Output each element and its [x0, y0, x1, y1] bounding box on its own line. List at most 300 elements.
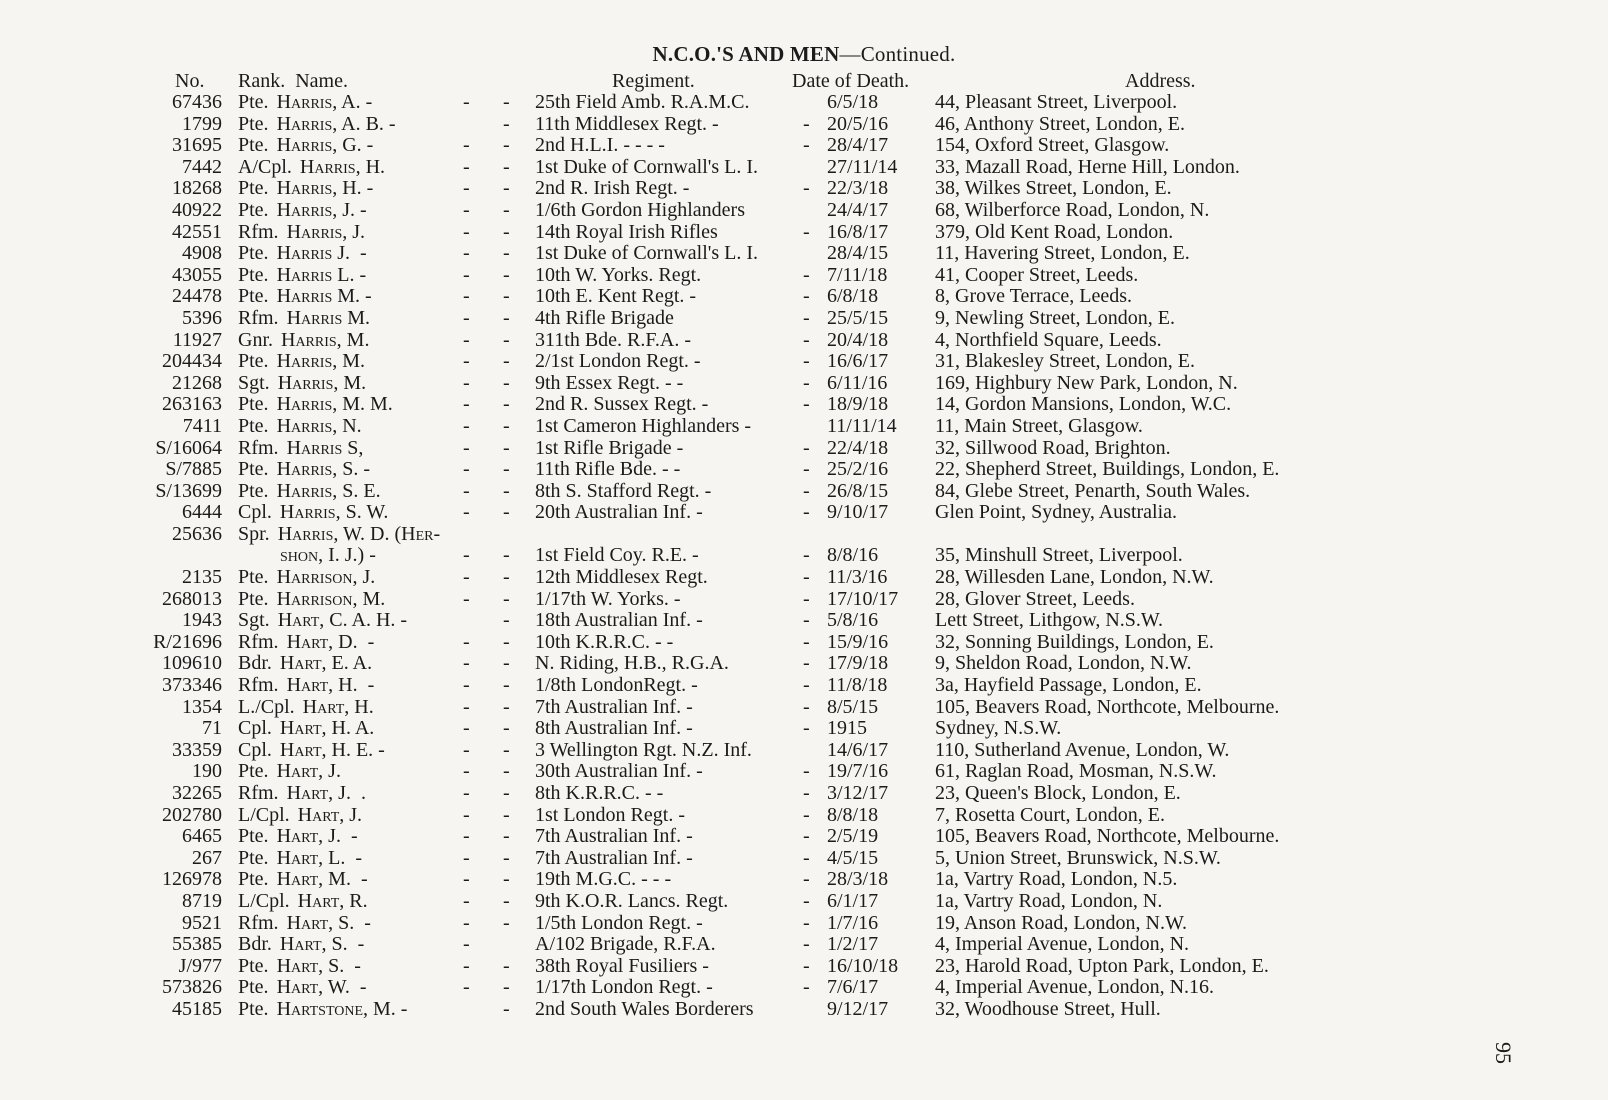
dash: - — [463, 825, 470, 848]
name: Harris, M. M. — [276, 393, 393, 416]
dash: - — [463, 976, 470, 999]
table-row — [0, 373, 1608, 395]
header-rank-name: Rank. Name. — [238, 70, 348, 92]
regiment: 11th Middlesex Regt. - — [535, 112, 719, 135]
name: Harris, N. — [276, 414, 362, 437]
dash: - — [503, 738, 510, 761]
address: 154, Oxford Street, Glasgow. — [935, 134, 1170, 157]
dash: - — [463, 544, 470, 567]
date-of-death: 19/7/16 — [827, 760, 889, 783]
date-of-death: 28/4/15 — [827, 242, 889, 265]
address: 4, Imperial Avenue, London, N. — [935, 933, 1190, 956]
name: Hart, S. - — [279, 933, 365, 956]
service-number: 18268 — [172, 177, 222, 200]
rank: Pte. — [238, 997, 269, 1020]
name: Harris, H. - — [276, 177, 374, 200]
date-of-death: 2/5/19 — [827, 825, 879, 848]
dash: - — [503, 177, 510, 200]
table-row — [0, 200, 1608, 222]
name: Hart, J. . — [286, 782, 366, 804]
date-of-death: 8/8/18 — [827, 803, 879, 826]
dash: - — [463, 91, 470, 113]
dash: - — [503, 198, 510, 221]
rank: Pte. — [238, 177, 269, 200]
rank: Rfm. — [238, 782, 279, 804]
roll-table — [0, 92, 1608, 1021]
dash: - — [463, 242, 470, 265]
address: 9, Sheldon Road, London, N.W. — [935, 652, 1192, 675]
service-number: 45185 — [172, 997, 222, 1020]
dash: - — [803, 976, 810, 999]
table-row — [0, 826, 1608, 848]
dash: - — [463, 134, 470, 157]
dash: - — [803, 933, 810, 956]
date-of-death: 7/11/18 — [827, 263, 888, 286]
service-number: 67436 — [172, 91, 222, 113]
address: 4, Imperial Avenue, London, N.16. — [935, 976, 1215, 999]
date-of-death: 22/3/18 — [827, 177, 889, 200]
dash: - — [503, 458, 510, 481]
dash: - — [803, 544, 810, 567]
dash: - — [463, 674, 470, 697]
name: Harris M. — [286, 306, 371, 329]
rank: Pte. — [238, 134, 269, 157]
dash: - — [503, 263, 510, 286]
name: Hart, H. A. — [279, 717, 375, 740]
dash: - — [463, 306, 470, 329]
address: 19, Anson Road, London, N.W. — [935, 911, 1188, 934]
address: Sydney, N.S.W. — [935, 717, 1062, 740]
regiment: 12th Middlesex Regt. — [535, 566, 708, 589]
rank: Pte. — [238, 414, 269, 437]
date-of-death: 16/10/18 — [827, 954, 899, 977]
service-number: 1354 — [182, 695, 222, 718]
dash: - — [463, 479, 470, 502]
regiment: 14th Royal Irish Rifles — [535, 220, 718, 243]
dash: - — [803, 263, 810, 286]
dash: - — [463, 436, 470, 459]
address: 32, Sonning Buildings, London, E. — [935, 630, 1214, 653]
rank: Spr. — [238, 522, 270, 545]
service-number: 4908 — [182, 242, 222, 265]
dash: - — [503, 803, 510, 826]
address: 169, Highbury New Park, London, N. — [935, 371, 1238, 394]
date-of-death: 6/8/18 — [827, 285, 879, 308]
regiment: 8th K.R.R.C. - - — [535, 782, 664, 804]
name: Harris L. - — [276, 263, 367, 286]
dash: - — [503, 112, 510, 135]
dash: - — [463, 933, 470, 956]
service-number: 268013 — [162, 587, 222, 610]
dash: - — [503, 911, 510, 934]
dash: - — [463, 630, 470, 653]
dash: - — [803, 609, 810, 632]
regiment: 19th M.G.C. - - - — [535, 868, 672, 891]
date-of-death: 7/6/17 — [827, 976, 879, 999]
date-of-death: 20/4/18 — [827, 328, 889, 351]
header-date: Date of Death. — [792, 70, 910, 92]
table-row — [0, 243, 1608, 265]
address: 11, Main Street, Glasgow. — [935, 414, 1143, 437]
rank: Pte. — [238, 760, 269, 783]
regiment: 11th Rifle Bde. - - — [535, 458, 681, 481]
table-row — [0, 394, 1608, 416]
table-row — [0, 956, 1608, 978]
dash: - — [803, 393, 810, 416]
rank: Pte. — [238, 91, 269, 113]
table-row — [0, 135, 1608, 157]
address: 46, Anthony Street, London, E. — [935, 112, 1185, 135]
table-row — [0, 157, 1608, 179]
service-number: 24478 — [172, 285, 222, 308]
table-row — [0, 869, 1608, 891]
regiment: 1st Duke of Cornwall's L. I. — [535, 155, 759, 178]
rank: Bdr. — [238, 652, 272, 675]
table-row — [0, 783, 1608, 805]
service-number: 1799 — [182, 112, 222, 135]
regiment: 1st Rifle Brigade - — [535, 436, 684, 459]
dash: - — [503, 285, 510, 308]
service-number: 2135 — [182, 566, 222, 589]
rank: Pte. — [238, 458, 269, 481]
dash: - — [463, 328, 470, 351]
date-of-death: 6/5/18 — [827, 91, 879, 113]
table-row — [0, 740, 1608, 762]
dash: - — [803, 954, 810, 977]
rank: Pte. — [238, 566, 269, 589]
rank: L/Cpl. — [238, 889, 290, 912]
service-number: 43055 — [172, 263, 222, 286]
dash: - — [803, 695, 810, 718]
name: Harris, G. - — [276, 134, 374, 157]
regiment: A/102 Brigade, R.F.A. — [535, 933, 716, 956]
address: 41, Cooper Street, Leeds. — [935, 263, 1139, 286]
regiment: 3 Wellington Rgt. N.Z. Inf. — [535, 738, 752, 761]
service-number: 126978 — [162, 868, 222, 891]
table-row — [0, 178, 1608, 200]
service-number: 32265 — [172, 782, 222, 804]
name: Hart, W. - — [276, 976, 367, 999]
service-number: 11927 — [172, 328, 222, 351]
dash: - — [503, 587, 510, 610]
rank: Pte. — [238, 825, 269, 848]
dash: - — [463, 738, 470, 761]
rank: Cpl. — [238, 738, 272, 761]
address: 68, Wilberforce Road, London, N. — [935, 198, 1210, 221]
dash: - — [463, 652, 470, 675]
date-of-death: 15/9/16 — [827, 630, 889, 653]
regiment: 1/5th London Regt. - — [535, 911, 703, 934]
dash: - — [803, 587, 810, 610]
dash: - — [503, 695, 510, 718]
header-no: No. — [175, 70, 205, 92]
rank: Pte. — [238, 587, 269, 610]
dash: - — [503, 889, 510, 912]
regiment: 1/6th Gordon Highlanders — [535, 198, 745, 221]
dash: - — [803, 134, 810, 157]
rank: Pte. — [238, 198, 269, 221]
name: Hart, S. - — [276, 954, 361, 977]
service-number: 21268 — [172, 371, 222, 394]
table-row — [0, 567, 1608, 589]
dash: - — [803, 501, 810, 524]
regiment: 25th Field Amb. R.A.M.C. — [535, 91, 750, 113]
address: 1a, Vartry Road, London, N.5. — [935, 868, 1178, 891]
dash: - — [803, 760, 810, 783]
name: Hart, J. — [297, 803, 363, 826]
rank: Rfm. — [238, 220, 279, 243]
name: Harris, A. B. - — [276, 112, 396, 135]
date-of-death: 9/12/17 — [827, 997, 889, 1020]
regiment: 8th S. Stafford Regt. - — [535, 479, 712, 502]
name: Hart, H. E. - — [279, 738, 385, 761]
address: 7, Rosetta Court, London, E. — [935, 803, 1165, 826]
table-row — [0, 308, 1608, 330]
address: 23, Queen's Block, London, E. — [935, 782, 1181, 804]
name: Hart, M. - — [276, 868, 368, 891]
dash: - — [463, 782, 470, 804]
dash: - — [803, 630, 810, 653]
rank: Gnr. — [238, 328, 273, 351]
date-of-death: 8/5/15 — [827, 695, 879, 718]
address: 33, Mazall Road, Herne Hill, London. — [935, 155, 1240, 178]
dash: - — [503, 674, 510, 697]
regiment: 2nd H.L.I. - - - - — [535, 134, 665, 157]
name: Harris, W. D. (Her- — [277, 522, 441, 545]
date-of-death: 11/8/18 — [827, 674, 888, 697]
page-title — [0, 42, 1608, 67]
name: Harris, A. - — [276, 91, 373, 113]
service-number: 8719 — [182, 889, 222, 912]
table-row — [0, 222, 1608, 244]
dash: - — [503, 652, 510, 675]
service-number: 267 — [192, 846, 222, 869]
rank: Rfm. — [238, 436, 279, 459]
table-row — [0, 848, 1608, 870]
dash: - — [503, 91, 510, 113]
regiment: 38th Royal Fusiliers - — [535, 954, 709, 977]
dash: - — [503, 868, 510, 891]
dash: - — [803, 868, 810, 891]
dash: - — [463, 393, 470, 416]
table-row — [0, 286, 1608, 308]
dash: - — [463, 846, 470, 869]
regiment: 1st Cameron Highlanders - — [535, 414, 752, 437]
date-of-death: 4/5/15 — [827, 846, 879, 869]
table-row — [0, 114, 1608, 136]
dash: - — [463, 889, 470, 912]
table-row — [0, 502, 1608, 524]
rank: Sgt. — [238, 609, 270, 632]
dash: - — [503, 479, 510, 502]
table-row — [0, 610, 1608, 632]
address: 1a, Vartry Road, London, N. — [935, 889, 1163, 912]
rank: Rfm. — [238, 674, 279, 697]
regiment: 30th Australian Inf. - — [535, 760, 703, 783]
table-row — [0, 697, 1608, 719]
service-number: 33359 — [172, 738, 222, 761]
date-of-death: 11/11/14 — [827, 414, 897, 437]
rank: L/Cpl. — [238, 803, 290, 826]
date-of-death: 8/8/16 — [827, 544, 879, 567]
dash: - — [503, 997, 510, 1020]
title-bold: N.C.O.'S AND MEN — [652, 42, 840, 66]
dash: - — [803, 566, 810, 589]
dash: - — [503, 760, 510, 783]
dash: - — [503, 630, 510, 653]
table-row — [0, 545, 1608, 567]
name: Harris, J. - — [276, 198, 367, 221]
rank: A/Cpl. — [238, 155, 292, 178]
regiment: 8th Australian Inf. - — [535, 717, 693, 740]
table-row — [0, 265, 1608, 287]
service-number: 25636 — [172, 522, 222, 545]
regiment: 2/1st London Regt. - — [535, 350, 701, 373]
name: Harris, M. — [281, 328, 370, 351]
dash: - — [803, 436, 810, 459]
service-number: 31695 — [172, 134, 222, 157]
table-row — [0, 459, 1608, 481]
name: Hart, J. - — [276, 825, 358, 848]
address: 35, Minshull Street, Liverpool. — [935, 544, 1183, 567]
service-number: 202780 — [162, 803, 222, 826]
name: Hart, J. — [276, 760, 341, 783]
date-of-death: 28/3/18 — [827, 868, 889, 891]
regiment: 1st Field Coy. R.E. - — [535, 544, 699, 567]
service-number: 6444 — [182, 501, 222, 524]
rank: L./Cpl. — [238, 695, 295, 718]
regiment: 1/8th LondonRegt. - — [535, 674, 698, 697]
dash: - — [503, 242, 510, 265]
dash: - — [463, 911, 470, 934]
table-row — [0, 718, 1608, 740]
dash: - — [503, 501, 510, 524]
service-number: 6465 — [182, 825, 222, 848]
date-of-death: 1/2/17 — [827, 933, 879, 956]
date-of-death: 6/11/16 — [827, 371, 888, 394]
date-of-death: 20/5/16 — [827, 112, 889, 135]
date-of-death: 17/10/17 — [827, 587, 899, 610]
name: Hart, H. - — [286, 674, 375, 697]
name: Harris, M. — [277, 371, 367, 394]
regiment: 1/17th London Regt. - — [535, 976, 713, 999]
address: 32, Woodhouse Street, Hull. — [935, 997, 1161, 1020]
dash: - — [803, 285, 810, 308]
dash: - — [463, 501, 470, 524]
service-number: 40922 — [172, 198, 222, 221]
name: Harris, J. — [286, 220, 366, 243]
address: Glen Point, Sydney, Australia. — [935, 501, 1178, 524]
address: 28, Willesden Lane, London, N.W. — [935, 566, 1214, 589]
date-of-death: 28/4/17 — [827, 134, 889, 157]
name: Hart, H. — [302, 695, 374, 718]
regiment: 311th Bde. R.F.A. - — [535, 328, 691, 351]
name: Harrison, M. — [276, 587, 386, 610]
service-number: 7411 — [182, 414, 222, 437]
regiment: 18th Australian Inf. - — [535, 609, 703, 632]
address: 31, Blakesley Street, London, E. — [935, 350, 1195, 373]
rank: Pte. — [238, 479, 269, 502]
date-of-death: 5/8/16 — [827, 609, 879, 632]
service-number: 42551 — [172, 220, 222, 243]
rank: Pte. — [238, 112, 269, 135]
dash: - — [803, 306, 810, 329]
dash: - — [503, 566, 510, 589]
regiment: 1st Duke of Cornwall's L. I. — [535, 242, 759, 265]
dash: - — [463, 566, 470, 589]
dash: - — [503, 609, 510, 632]
dash: - — [803, 652, 810, 675]
name: Harris, H. — [299, 155, 386, 178]
rank: Pte. — [238, 954, 269, 977]
date-of-death: 9/10/17 — [827, 501, 889, 524]
address: 61, Raglan Road, Mosman, N.S.W. — [935, 760, 1217, 783]
table-row — [0, 524, 1608, 546]
rank: Pte. — [238, 350, 269, 373]
address: 11, Havering Street, London, E. — [935, 242, 1190, 265]
date-of-death: 3/12/17 — [827, 782, 889, 804]
dash: - — [503, 544, 510, 567]
name: Hartstone, M. - — [276, 997, 408, 1020]
dash: - — [463, 371, 470, 394]
service-number: 204434 — [162, 350, 222, 373]
address: 22, Shepherd Street, Buildings, London, E. — [935, 458, 1280, 481]
table-row — [0, 891, 1608, 913]
dash: - — [503, 976, 510, 999]
regiment: N. Riding, H.B., R.G.A. — [535, 652, 729, 675]
rank: Rfm. — [238, 911, 279, 934]
regiment: 1st London Regt. - — [535, 803, 685, 826]
address: 379, Old Kent Road, London. — [935, 220, 1174, 243]
service-number: S/13699 — [155, 479, 222, 502]
name: Hart, C. A. H. - — [277, 609, 408, 632]
name: Harris, S. W. — [279, 501, 389, 524]
regiment: 10th K.R.R.C. - - — [535, 630, 674, 653]
regiment: 1/17th W. Yorks. - — [535, 587, 681, 610]
table-row — [0, 330, 1608, 352]
dash: - — [503, 393, 510, 416]
service-number: J/977 — [178, 954, 222, 977]
date-of-death: 14/6/17 — [827, 738, 889, 761]
table-row — [0, 913, 1608, 935]
dash: - — [463, 414, 470, 437]
name: Hart, E. A. — [279, 652, 373, 675]
table-row — [0, 632, 1608, 654]
dash: - — [463, 717, 470, 740]
date-of-death: 16/8/17 — [827, 220, 889, 243]
rank: Pte. — [238, 393, 269, 416]
address: 32, Sillwood Road, Brighton. — [935, 436, 1171, 459]
dash: - — [803, 674, 810, 697]
address: 28, Glover Street, Leeds. — [935, 587, 1135, 610]
dash: - — [803, 220, 810, 243]
service-number: R/21696 — [153, 630, 222, 653]
date-of-death: 6/1/17 — [827, 889, 879, 912]
regiment: 10th E. Kent Regt. - — [535, 285, 697, 308]
service-number: 71 — [202, 717, 222, 740]
table-row — [0, 999, 1608, 1021]
name: Hart, D. - — [286, 630, 375, 653]
page-number: 95 — [1491, 1042, 1516, 1064]
table-row — [0, 416, 1608, 438]
name: Harris, M. — [276, 350, 366, 373]
table-row — [0, 805, 1608, 827]
date-of-death: 17/9/18 — [827, 652, 889, 675]
name: shon, I. J.) - — [280, 544, 376, 567]
name: Hart, L. - — [276, 846, 363, 869]
address: 5, Union Street, Brunswick, N.S.W. — [935, 846, 1221, 869]
address: 38, Wilkes Street, London, E. — [935, 177, 1172, 200]
